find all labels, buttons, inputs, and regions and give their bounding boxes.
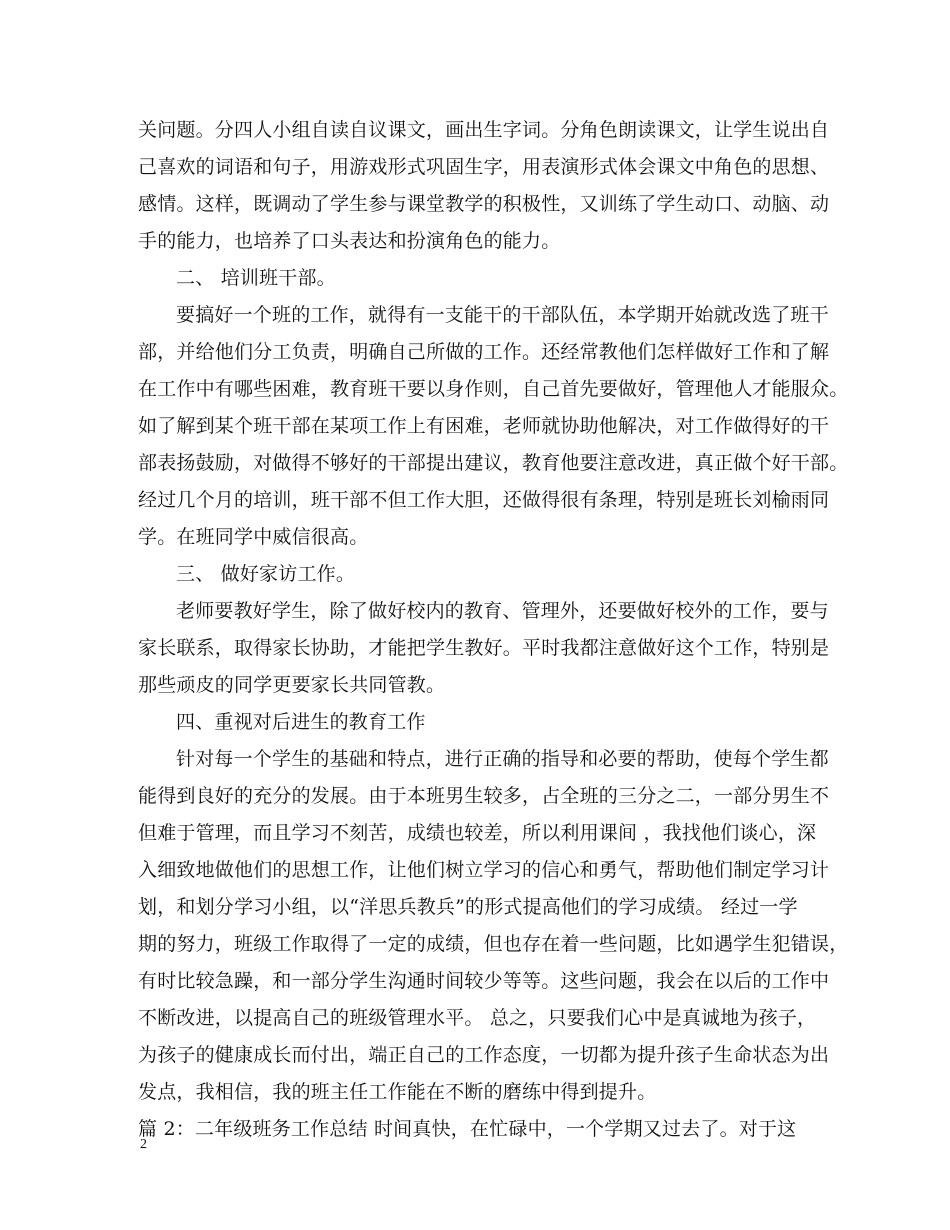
text-line: 划，和划分学习小组，以“洋思兵教兵”的形式提高他们的学习成绩。 经过一学: [138, 896, 798, 918]
text-line: 入细致地做他们的思想工作，让他们树立学习的信心和勇气，帮助他们制定学习计: [138, 859, 830, 881]
text-line: 为孩子的健康成长而付出，端正自己的工作态度，一切都为提升孩子生命状态为出: [138, 1044, 830, 1066]
section-heading: 二、 培训班干部。: [176, 267, 336, 289]
text-line: 部表扬鼓励，对做得不够好的干部提出建议，教育他要注意改进，真正做个好干部。: [138, 452, 849, 474]
text-line: 有时比较急躁，和一部分学生沟通时间较少等等。这些问题，我会在以后的工作中: [138, 970, 830, 992]
section-heading: 四、重视对后进生的教育工作: [176, 711, 426, 733]
text-line: 篇 2：二年级班务工作总结 时间真快，在忙碌中，一个学期又过去了。对于这: [138, 1118, 797, 1140]
text-line: 关问题。分四人小组自读自议课文，画出生字词。分角色朗读课文，让学生说出自: [138, 119, 830, 141]
text-line: 部，并给他们分工负责，明确自己所做的工作。还经常教他们怎样做好工作和了解: [138, 341, 830, 363]
text-line: 能得到良好的充分的发展。由于本班男生较多，占全班的三分之二，一部分男生不: [138, 785, 830, 807]
text-line: 家长联系，取得家长协助，才能把学生教好。平时我都注意做好这个工作，特别是: [138, 637, 830, 659]
text-line: 发点，我相信，我的班主任工作能在不断的磨练中得到提升。: [138, 1081, 657, 1103]
text-line: 感情。这样，既调动了学生参与课堂教学的积极性，又训练了学生动口、动脑、动: [138, 193, 830, 215]
text-line: 己喜欢的词语和句子，用游戏形式巩固生字，用表演形式体会课文中角色的思想、: [138, 156, 830, 178]
text-line: 手的能力，也培养了口头表达和扮演角色的能力。: [138, 230, 561, 252]
text-line: 学。在班同学中威信很高。: [138, 526, 369, 548]
text-line: 老师要教好学生，除了做好校内的教育、管理外，还要做好校外的工作，要与: [176, 600, 829, 622]
page-number: 2: [140, 1137, 147, 1152]
text-line: 要搞好一个班的工作，就得有一支能干的干部队伍，本学期开始就改选了班干: [176, 304, 829, 326]
text-line: 如了解到某个班干部在某项工作上有困难，老师就协助他解决，对工作做得好的干: [138, 415, 830, 437]
text-line: 不断改进，以提高自己的班级管理水平。 总之，只要我们心中是真诚地为孩子，: [138, 1007, 817, 1029]
text-line: 针对每一个学生的基础和特点，进行正确的指导和必要的帮助，使每个学生都: [176, 748, 829, 770]
text-line: 期的努力，班级工作取得了一定的成绩，但也存在着一些问题，比如遇学生犯错误，: [138, 933, 849, 955]
text-line: 那些顽皮的同学更要家长共同管教。: [138, 674, 446, 696]
section-heading: 三、 做好家访工作。: [176, 563, 356, 585]
text-line: 经过几个月的培训，班干部不但工作大胆，还做得很有条理，特别是班长刘榆雨同: [138, 489, 830, 511]
text-line: 在工作中有哪些困难，教育班干要以身作则，自己首先要做好，管理他人才能服众。: [138, 378, 849, 400]
text-line: 但难于管理，而且学习不刻苦，成绩也较差，所以利用课间 ，我找他们谈心，深: [138, 822, 817, 844]
